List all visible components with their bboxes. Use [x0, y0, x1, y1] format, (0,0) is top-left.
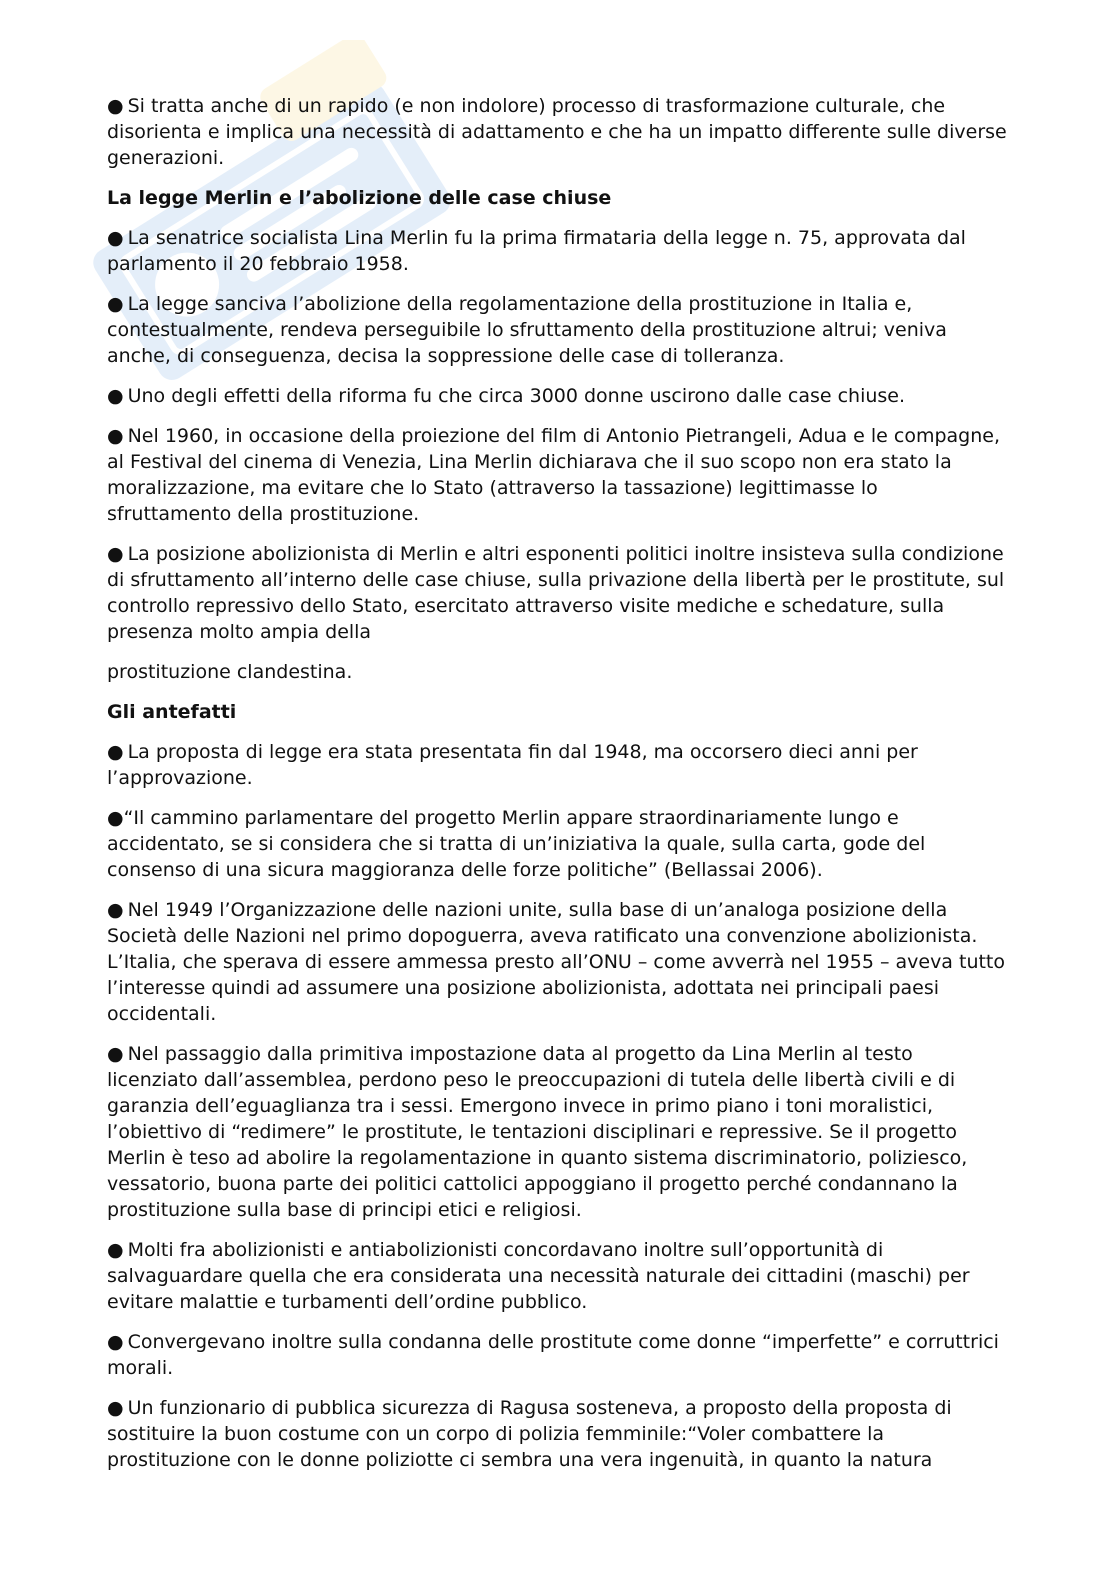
paragraph-text: La posizione abolizionista di Merlin e altri esponenti politici inoltre insisteva sulla condizione di sfruttamento all’interno delle case chiuse, sulla privazione della libertà per le prostitute, sul controllo repressivo dello Stato, esercitato attraverso visite mediche e schedature, sulla presenza molto ampia della [107, 543, 1005, 643]
bullet-icon: ● [107, 1397, 124, 1419]
paragraph-text: La legge sanciva l’abolizione della regolamentazione della prostituzione in Italia e, contestualmente, rendeva perseguibile lo sfruttamento della prostituzione altrui; veniva anche, di conseguenza, decisa la soppressione delle case di tolleranza. [107, 293, 947, 367]
paragraph-text: Nel 1960, in occasione della proiezione del film di Antonio Pietrangeli, Adua e le compagne, al Festival del cinema di Venezia, Lina Merlin dichiarava che il suo scopo non era stato la moralizzazione, ma evitare che lo Stato (attraverso la tassazione) legittimasse lo sfruttamento della prostituzione. [107, 425, 1001, 525]
paragraph-text: “Il cammino parlamentare del progetto Merlin appare straordinariamente lungo e accidentato, se si considera che si tratta di un’iniziativa la quale, sulla carta, gode del consenso di una sicura maggioranza delle forze politiche” (Bellassai 2006). [107, 807, 926, 881]
bullet-icon: ● [107, 425, 124, 447]
paragraph-text: La senatrice socialista Lina Merlin fu la prima firmataria della legge n. 75, approvata dal parlamento il 20 febbraio 1958. [107, 227, 966, 275]
paragraph [107, 541, 1007, 645]
bullet-icon: ● [107, 227, 124, 249]
section-heading: La legge Merlin e l’abolizione delle case chiuse [107, 187, 612, 209]
bullet-icon: ● [107, 293, 124, 315]
paragraph [107, 805, 1007, 883]
paragraph [107, 659, 1007, 685]
bullet-icon: ● [107, 543, 124, 565]
paragraph [107, 1041, 1007, 1223]
paragraph [107, 423, 1007, 527]
bullet-icon: ● [107, 385, 124, 407]
paragraph [107, 93, 1007, 171]
paragraph-text: Convergevano inoltre sulla condanna delle prostitute come donne “imperfette” e corruttrici morali. [107, 1331, 999, 1379]
bullet-icon: ● [107, 1239, 124, 1261]
paragraph-text: prostituzione clandestina. [107, 661, 353, 683]
paragraph [107, 383, 1007, 409]
bullet-icon: ● [107, 1331, 124, 1353]
bullet-icon: ● [107, 741, 124, 763]
paragraph [107, 1237, 1007, 1315]
paragraph-text: Nel passaggio dalla primitiva impostazione data al progetto da Lina Merlin al testo licenziato dall’assemblea, perdono peso le preoccupazioni di tutela delle libertà civili e di garanzia dell’eguaglianza tra i sessi. Emergono invece in primo piano i toni moralistici, l’obiettivo di “redimere” le prostitute, le tentazioni disciplinari e repressive. Se il progetto Merlin è teso ad abolire la regolamentazione in quanto sistema discriminatorio, poliziesco, vessatorio, buona parte dei politici cattolici appoggiano il progetto perché condannano la prostituzione sulla base di principi etici e religiosi. [107, 1043, 968, 1221]
paragraph-text: La proposta di legge era stata presentata fin dal 1948, ma occorsero dieci anni per l’approvazione. [107, 741, 918, 789]
paragraph-text: Si tratta anche di un rapido (e non indolore) processo di trasformazione culturale, che disorienta e implica una necessità di adattamento e che ha un impatto differente sulle diverse generazioni. [107, 95, 1007, 169]
paragraph [107, 291, 1007, 369]
paragraph [107, 897, 1007, 1027]
document-page [107, 93, 1007, 1487]
paragraph-text: Un funzionario di pubblica sicurezza di Ragusa sosteneva, a proposto della proposta di sostituire la buon costume con un corpo di polizia femminile:“Voler combattere la prostituzione con le donne poliziotte ci sembra una vera ingenuità, in quanto la natura [107, 1397, 952, 1471]
paragraph [107, 1395, 1007, 1473]
paragraph [107, 225, 1007, 277]
paragraph [107, 1329, 1007, 1381]
bullet-icon: ● [107, 899, 124, 921]
bullet-icon: ● [107, 1043, 124, 1065]
paragraph [107, 739, 1007, 791]
bullet-icon: ● [107, 807, 124, 829]
bullet-icon: ● [107, 95, 124, 117]
paragraph-text: Nel 1949 l’Organizzazione delle nazioni unite, sulla base di un’analoga posizione della Società delle Nazioni nel primo dopoguerra, aveva ratificato una convenzione abolizionista. L’Italia, che sperava di essere ammessa presto all’ONU – come avverrà nel 1955 – aveva tutto l’interesse quindi ad assumere una posizione abolizionista, adottata nei principali paesi occidentali. [107, 899, 1006, 1025]
paragraph-text: Molti fra abolizionisti e antiabolizionisti concordavano inoltre sull’opportunità di salvaguardare quella che era considerata una necessità naturale dei cittadini (maschi) per evitare malattie e turbamenti dell’ordine pubblico. [107, 1239, 970, 1313]
section-heading: Gli antefatti [107, 701, 237, 723]
paragraph-text: Uno degli effetti della riforma fu che circa 3000 donne uscirono dalle case chiuse. [127, 385, 906, 407]
